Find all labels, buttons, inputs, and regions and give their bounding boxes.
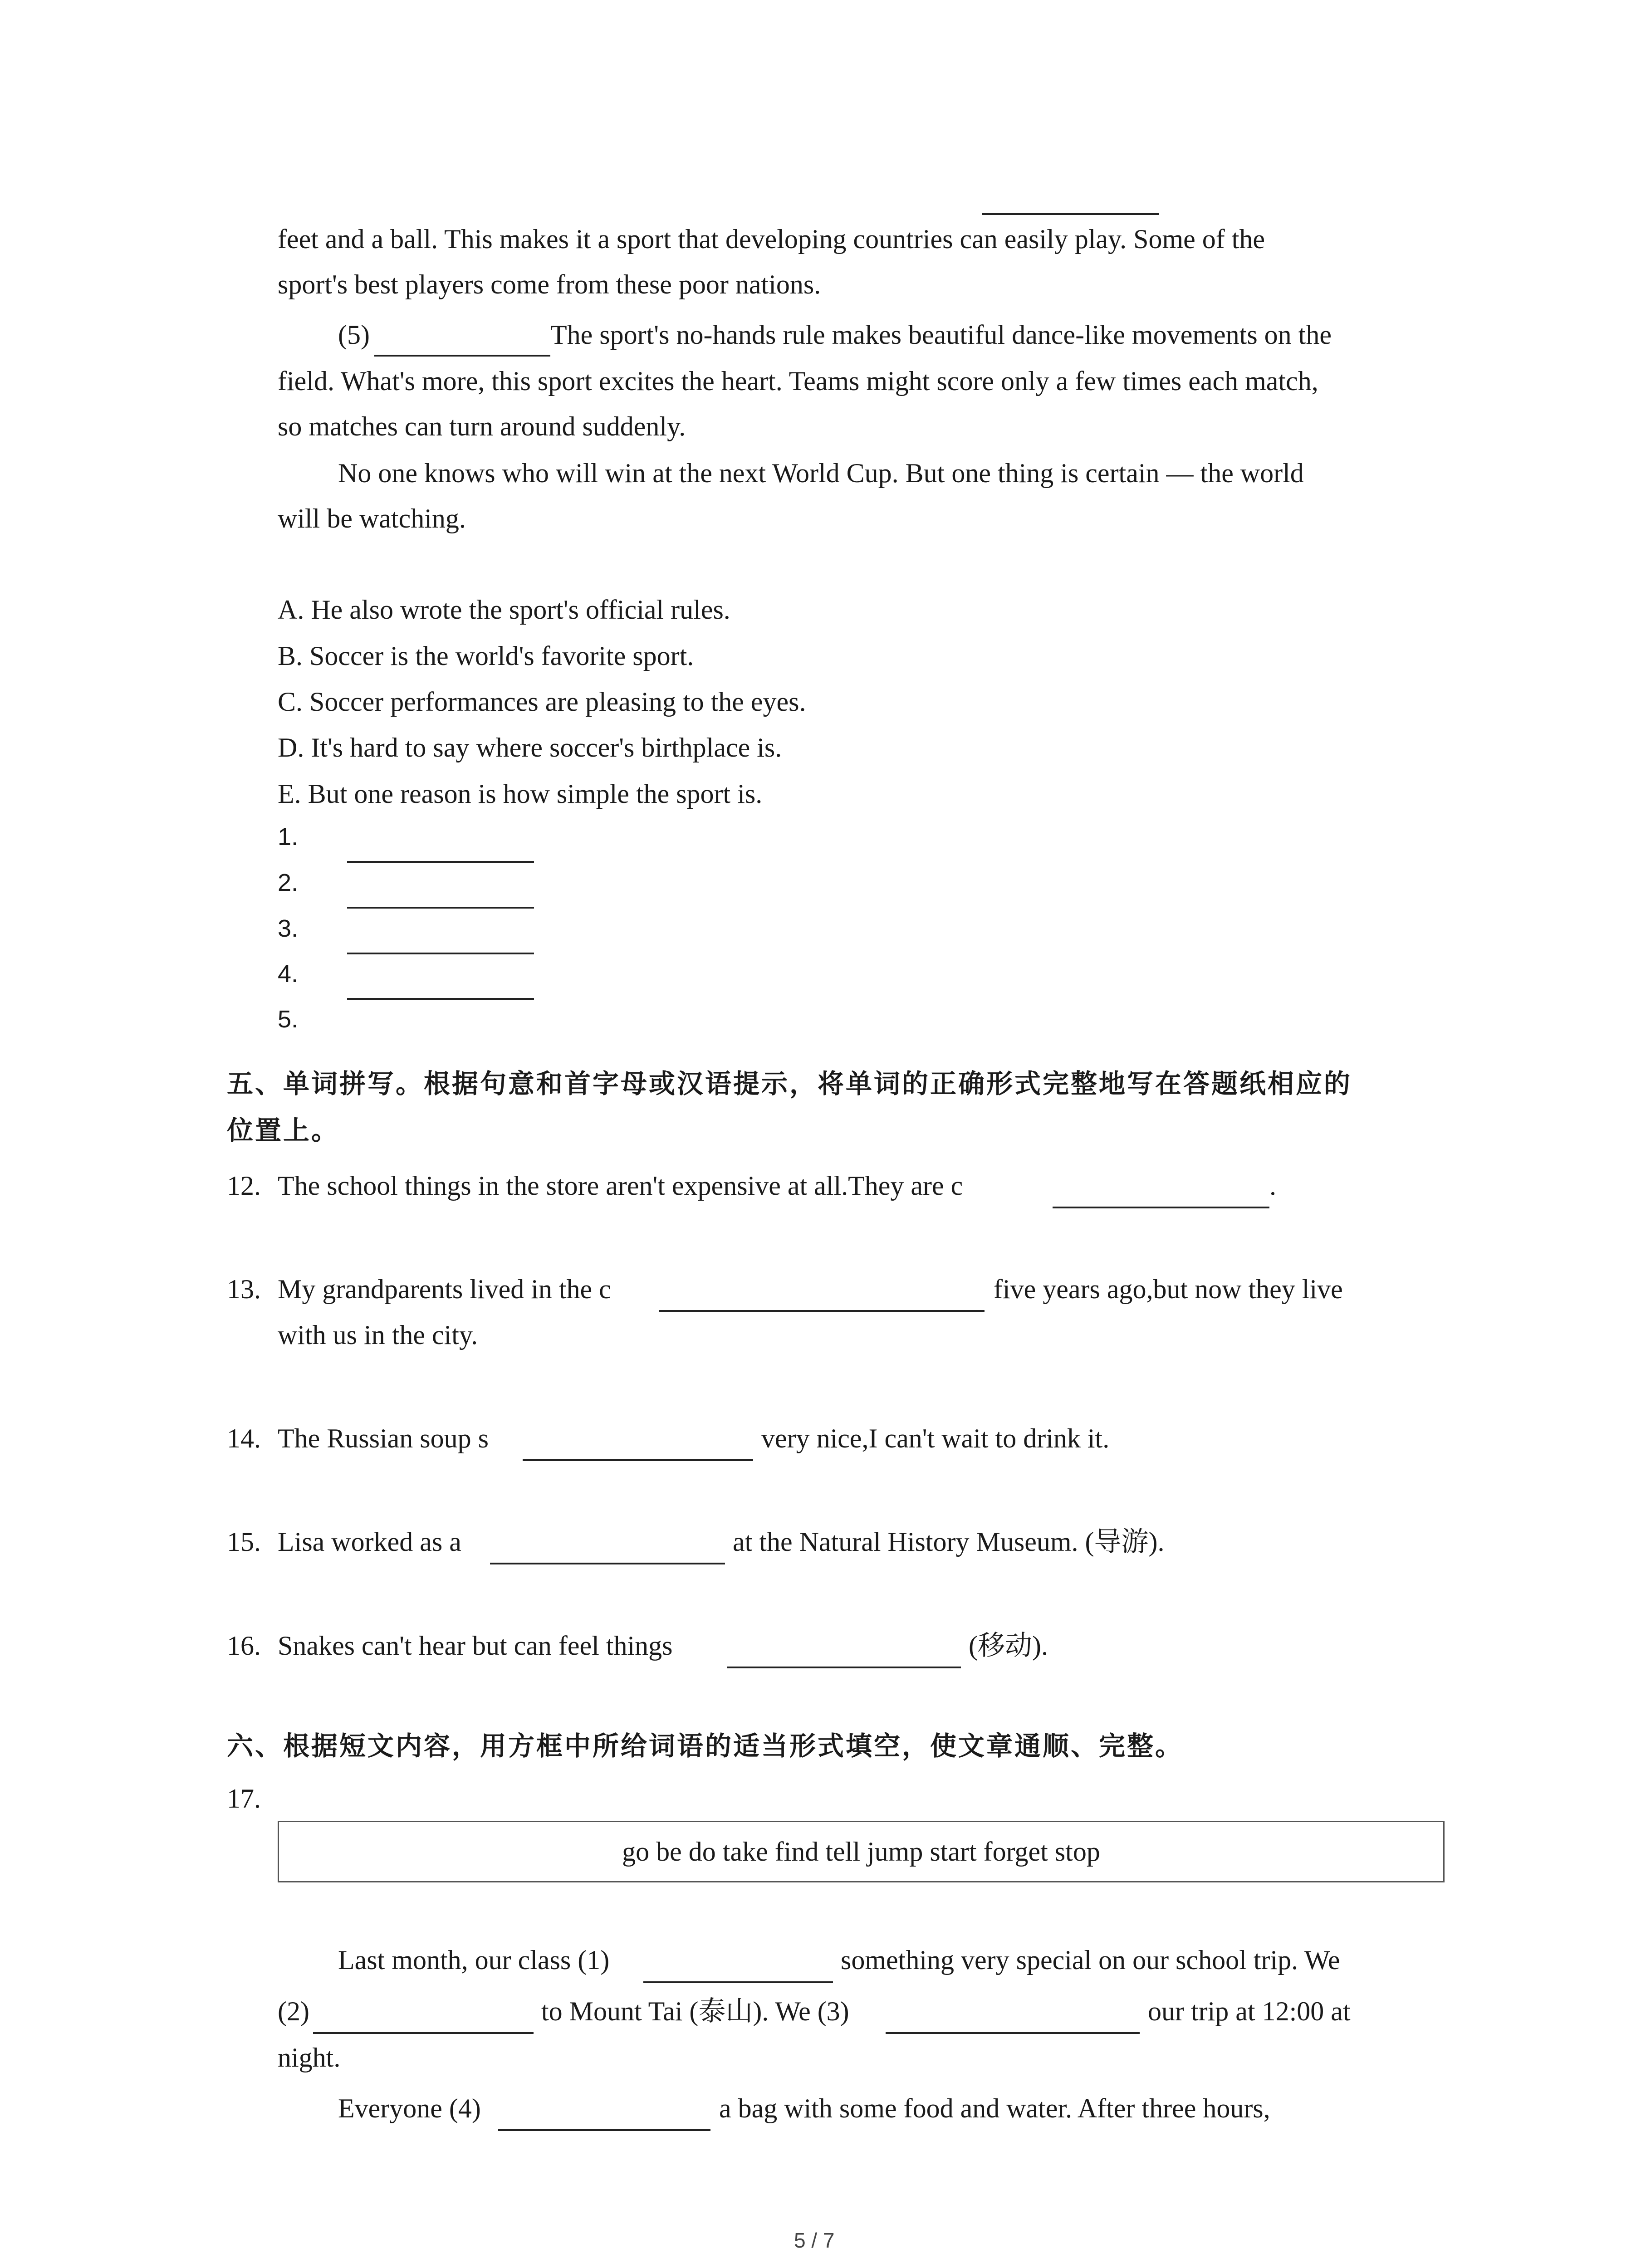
question-text: My grandparents lived in the c: [278, 1274, 611, 1304]
section-6-heading: 六、根据短文内容，用方框中所给词语的适当形式填空，使文章通顺、完整。: [227, 1730, 1184, 1761]
option-e: E. But one reason is how simple the sport is.: [278, 779, 763, 809]
section-5-heading-cont: 位置上。: [227, 1115, 340, 1146]
section-5-heading: 五、单词拼写。根据句意和首字母或汉语提示，将单词的正确形式完整地写在答题纸相应的: [227, 1068, 1352, 1099]
q13-answer-blank[interactable]: [659, 1310, 985, 1312]
q12-answer-blank[interactable]: [1053, 1207, 1269, 1208]
question-text: The school things in the store aren't expensive at all.They are c: [278, 1171, 963, 1201]
question-text: at the Natural History Museum. (导游).: [733, 1527, 1165, 1557]
passage-line: The sport's no-hands rule makes beautiful dance-like movements on the: [550, 320, 1332, 350]
passage2-text: to Mount Tai (泰山). We (3): [541, 1996, 849, 2026]
answer-number: 5.: [278, 1006, 299, 1033]
passage2-text: Everyone (4): [338, 2093, 481, 2123]
top-answer-blank: [982, 213, 1159, 215]
passage2-blank-1[interactable]: [643, 1981, 833, 1983]
passage2-text: (2): [278, 1996, 309, 2026]
passage2-text: night.: [278, 2043, 341, 2072]
answer-blank-2[interactable]: [347, 907, 534, 909]
q14-answer-blank[interactable]: [523, 1459, 753, 1461]
question-number: 16.: [227, 1631, 261, 1661]
question-text: The Russian soup s: [278, 1423, 489, 1453]
passage2-blank-3[interactable]: [886, 2032, 1140, 2034]
q15-answer-blank[interactable]: [490, 1563, 725, 1564]
question-text: .: [1269, 1171, 1276, 1201]
question-text: very nice,I can't wait to drink it.: [761, 1423, 1110, 1453]
answer-number: 2.: [278, 869, 299, 896]
question-text: with us in the city.: [278, 1320, 478, 1350]
word-box: [278, 1821, 1445, 1882]
question-number: 14.: [227, 1423, 261, 1453]
passage2-text: something very special on our school trip. We: [841, 1945, 1340, 1975]
option-b: B. Soccer is the world's favorite sport.: [278, 641, 694, 671]
passage2-text: our trip at 12:00 at: [1148, 1996, 1351, 2026]
passage-line: sport's best players come from these poor nations.: [278, 269, 821, 299]
answer-number: 1.: [278, 823, 299, 850]
q16-answer-blank[interactable]: [727, 1667, 961, 1668]
passage-blank-5: [374, 355, 550, 357]
passage-blank-5-label: (5): [338, 320, 370, 350]
question-number: 15.: [227, 1527, 261, 1557]
answer-blank-3[interactable]: [347, 953, 534, 954]
question-text: Lisa worked as a: [278, 1527, 461, 1557]
passage2-blank-2[interactable]: [313, 2032, 534, 2034]
question-number: 17.: [227, 1784, 261, 1813]
question-text: five years ago,but now they live: [994, 1274, 1343, 1304]
passage-line: No one knows who will win at the next World Cup. But one thing is certain — the world: [338, 458, 1304, 488]
option-d: D. It's hard to say where soccer's birthplace is.: [278, 733, 782, 763]
passage2-text: Last month, our class (1): [338, 1945, 610, 1975]
answer-blank-1[interactable]: [347, 861, 534, 863]
passage2-blank-4[interactable]: [498, 2129, 710, 2131]
page-number: 5 / 7: [794, 2229, 835, 2252]
answer-number: 3.: [278, 915, 299, 942]
question-text: (移动).: [969, 1631, 1048, 1661]
question-number: 12.: [227, 1171, 261, 1201]
answer-blank-4[interactable]: [347, 998, 534, 1000]
passage-line: feet and a ball. This makes it a sport that developing countries can easily play. Some of the: [278, 224, 1265, 254]
option-c: C. Soccer performances are pleasing to the eyes.: [278, 687, 806, 717]
word-box-text: go be do take find tell jump start forget stop: [622, 1836, 1100, 1867]
option-a: A. He also wrote the sport's official rules.: [278, 595, 730, 625]
answer-number: 4.: [278, 960, 299, 987]
passage-line: will be watching.: [278, 503, 466, 533]
passage-line: so matches can turn around suddenly.: [278, 411, 686, 441]
question-text: Snakes can't hear but can feel things: [278, 1631, 673, 1661]
passage-line: field. What's more, this sport excites the heart. Teams might score only a few times each match,: [278, 366, 1318, 396]
question-number: 13.: [227, 1274, 261, 1304]
passage2-text: a bag with some food and water. After three hours,: [719, 2093, 1270, 2123]
